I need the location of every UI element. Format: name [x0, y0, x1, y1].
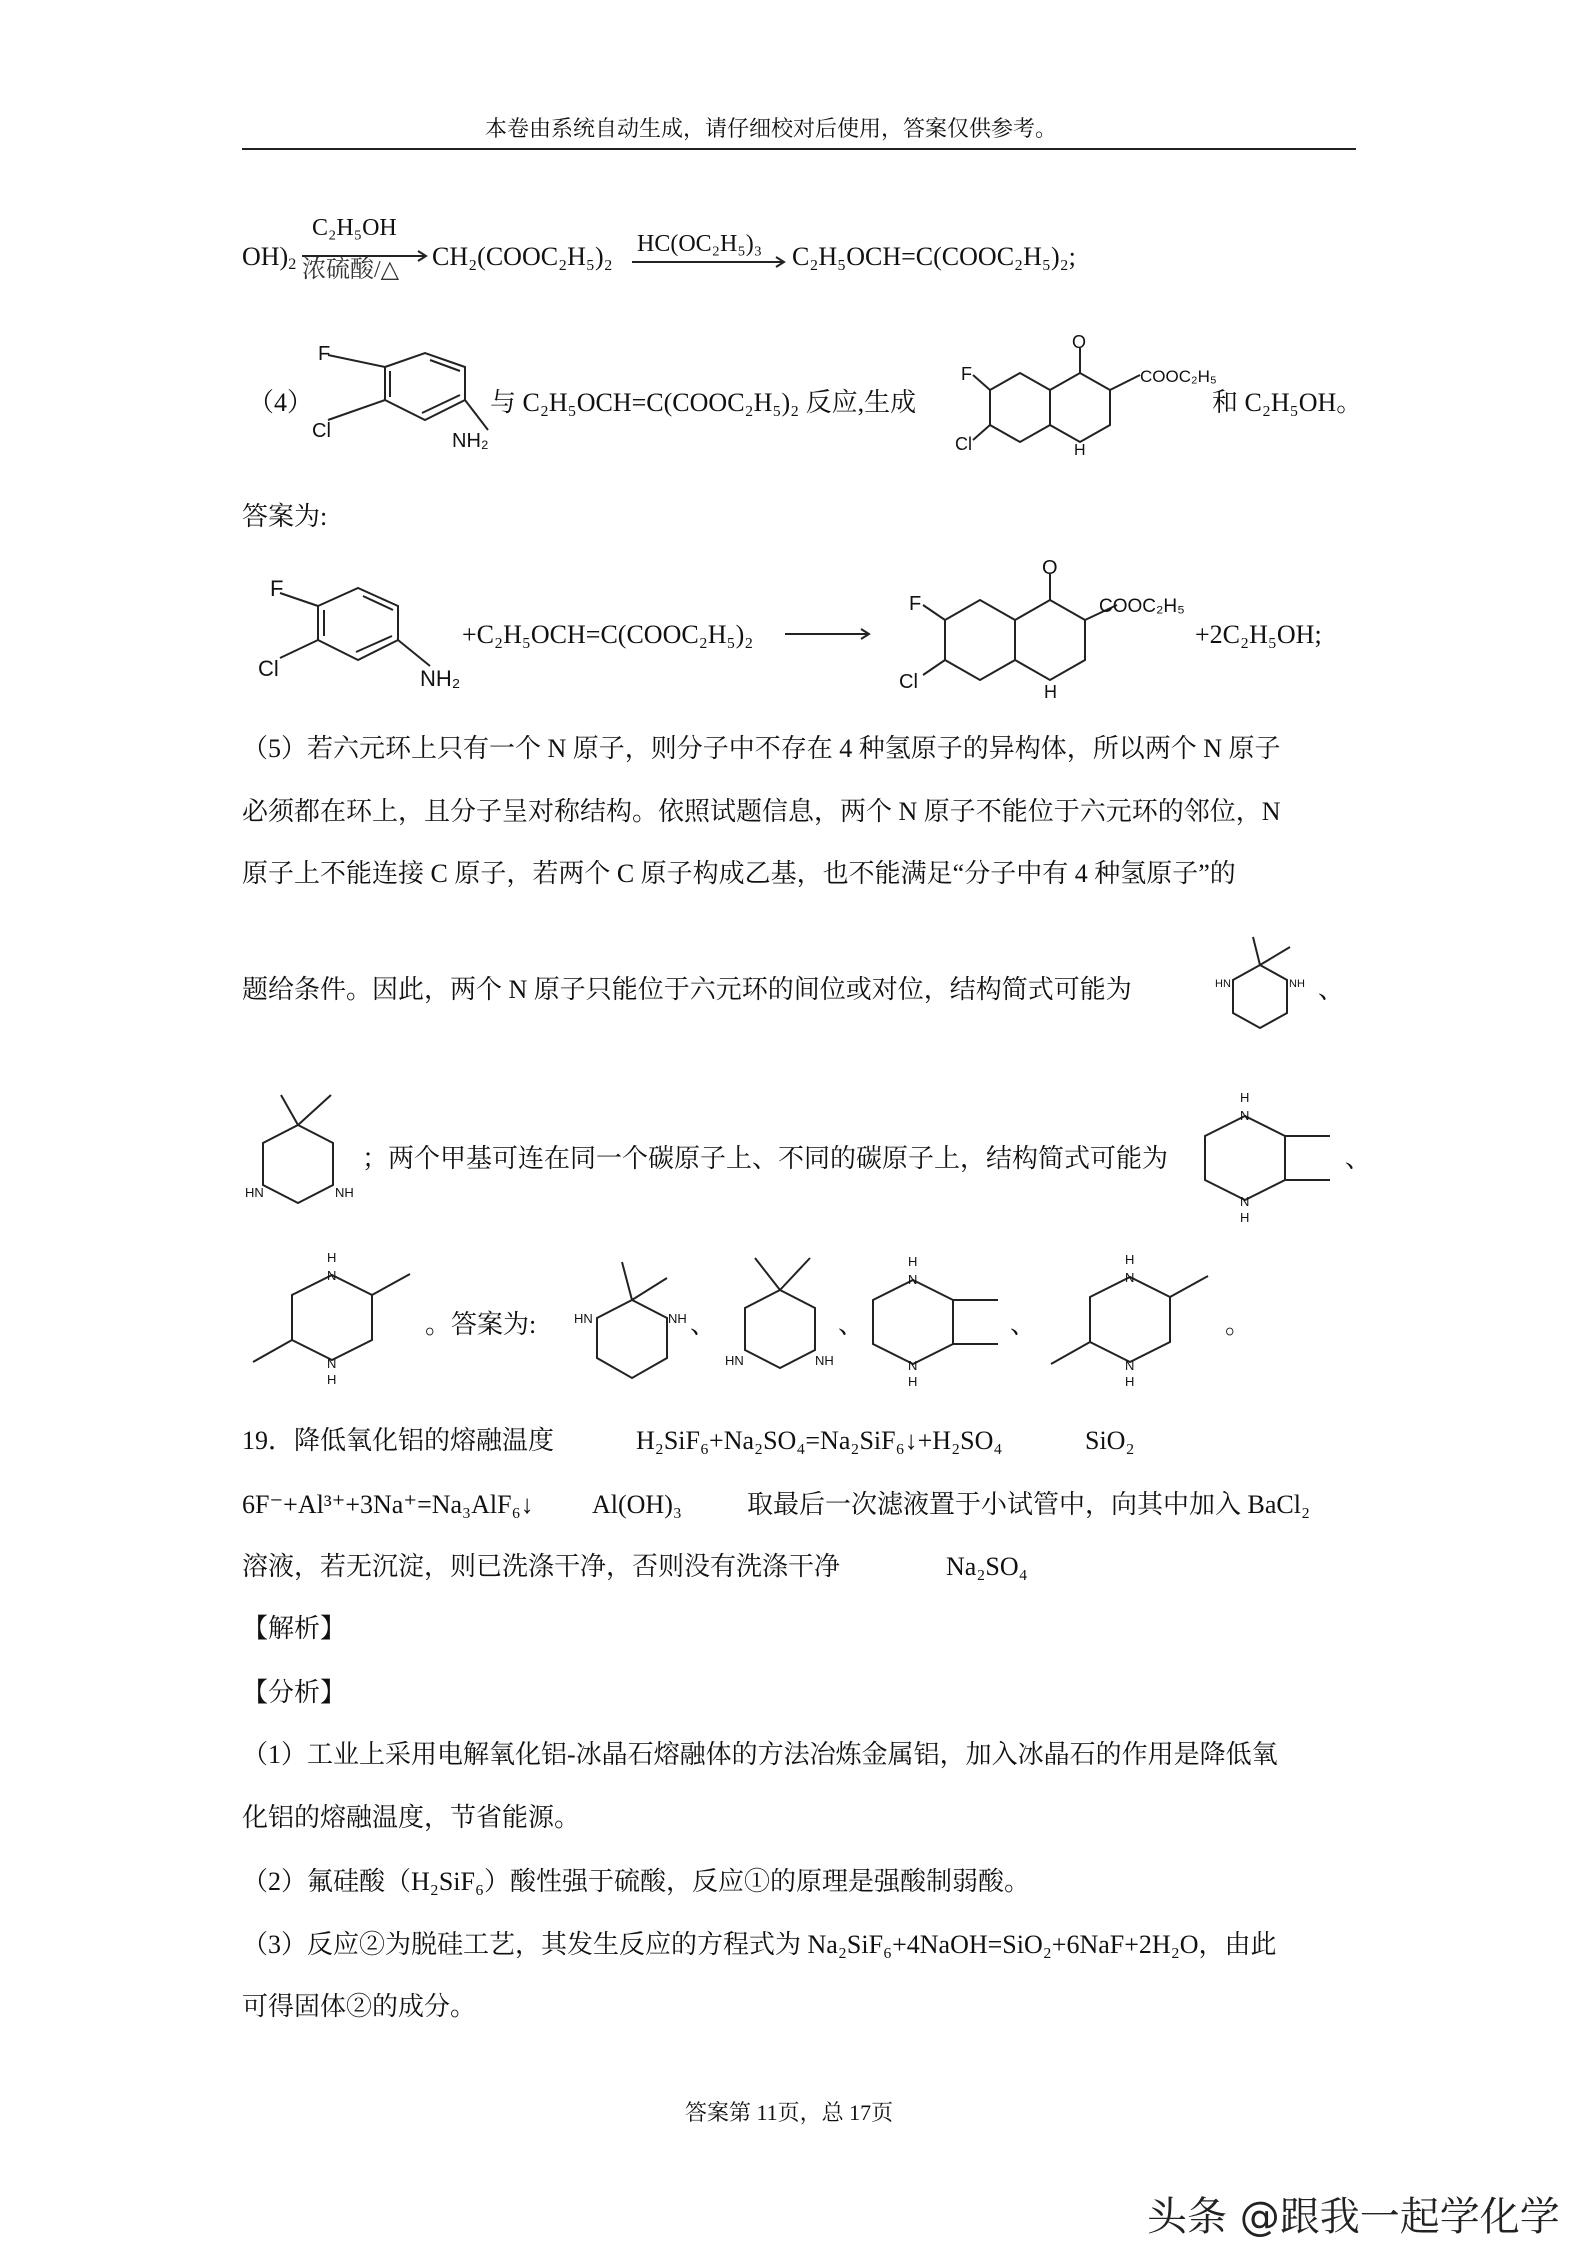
q19-answer-6: 取最后一次滤液置于小试管中，向其中加入 BaCl₂	[747, 1490, 1311, 1519]
svg-text:HN: HN	[245, 1185, 264, 1200]
answer-tail: +2C₂H₅OH;	[1195, 620, 1322, 649]
dimethyl-tetrahydropyrimidine-structure	[572, 1250, 697, 1390]
question-4-text: 与 C₂H₅OCH=C(COOC₂H₅)₂ 反应,生成	[490, 388, 917, 417]
q19-answer-1: 19．降低氧化铝的熔融温度	[242, 1426, 555, 1455]
page-footer: 答案第 11页，总 17页	[685, 2100, 894, 2125]
svg-text:NH: NH	[815, 1353, 834, 1368]
reaction-arrow	[632, 256, 792, 268]
svg-text:O: O	[1072, 332, 1087, 352]
svg-text:H: H	[327, 1250, 337, 1265]
dimethyl-piperazine-structure	[725, 1250, 845, 1390]
header-rule	[242, 148, 1356, 150]
2-5-dimethylpiperazine-structure	[250, 1250, 415, 1390]
malonate-formula: CH₂(COOC₂H₅)₂	[432, 242, 613, 271]
svg-text:N: N	[327, 1356, 337, 1371]
svg-text:NH: NH	[668, 1311, 687, 1326]
q5-answer-label: 。答案为:	[425, 1310, 537, 1339]
q5-mid-text: ；两个甲基可连在同一个碳原子上、不同的碳原子上，结构简式可能为	[362, 1144, 1169, 1173]
svg-text:Cl: Cl	[899, 671, 918, 693]
svg-text:Cl: Cl	[312, 420, 331, 442]
svg-text:NH₂: NH₂	[452, 430, 489, 452]
formula-start: $OH)_2$	[242, 242, 297, 274]
2-3-dimethylpiperazine-structure	[868, 1252, 1008, 1392]
svg-text:HN: HN	[574, 1311, 593, 1326]
arrow2-reagent: HC(OC₂H₅)₃	[637, 231, 763, 257]
svg-text:N: N	[1240, 1194, 1250, 1209]
analysis-line: （2）氟硅酸（H₂SiF₆）酸性强于硫酸，反应①的原理是强酸制弱酸。	[242, 1867, 1031, 1896]
analysis-line: （1）工业上采用电解氧化铝-冰晶石熔融体的方法冶炼金属铝，加入冰晶石的作用是降低氧	[242, 1740, 1278, 1769]
svg-text:NH: NH	[335, 1185, 354, 1200]
section-jiexi: 【解析】	[242, 1614, 347, 1643]
svg-text:F: F	[961, 364, 972, 384]
q19-answer-5: Al(OH)₃	[592, 1490, 682, 1519]
svg-text:H: H	[1074, 442, 1086, 459]
reaction-arrow	[785, 628, 875, 640]
svg-text:F: F	[318, 343, 331, 365]
product-formula: C₂H₅OCH=C(COOC₂H₅)₂;	[792, 242, 1076, 271]
q19-answer-6-cont: 溶液，若无沉淀，则已洗涤干净，否则没有洗涤干净	[242, 1552, 841, 1581]
svg-text:H: H	[1240, 1090, 1250, 1105]
dimethyl-piperazine-structure	[243, 1085, 358, 1225]
svg-text:N: N	[908, 1358, 918, 1373]
svg-text:N: N	[908, 1272, 918, 1287]
q19-answer-7: Na₂SO₄	[946, 1552, 1028, 1581]
quinolone-structure	[955, 332, 1217, 470]
quinolone-structure	[895, 557, 1195, 710]
svg-text:HN: HN	[725, 1353, 744, 1368]
aniline-structure	[258, 578, 468, 693]
svg-text:H: H	[1044, 682, 1057, 702]
dimethyl-tetrahydropyrimidine-structure	[1215, 925, 1325, 1050]
answer-label: 答案为:	[242, 502, 328, 531]
svg-text:NH₂: NH₂	[420, 666, 461, 691]
svg-text:COOC₂H₅: COOC₂H₅	[1140, 367, 1217, 386]
answer-reagent: +C₂H₅OCH=C(COOC₂H₅)₂	[462, 620, 754, 649]
q5-end: 。	[1225, 1310, 1252, 1339]
q19-answer-2: H₂SiF₆+Na₂SO₄=Na₂SiF₆↓+H₂SO₄	[636, 1426, 1003, 1455]
svg-text:O: O	[1042, 557, 1058, 579]
svg-text:N: N	[1240, 1108, 1250, 1123]
separator: 、	[838, 1310, 865, 1339]
arrow1-condition: 浓硫酸/△	[302, 257, 400, 283]
q5-line: 原子上不能连接 C 原子，若两个 C 原子构成乙基，也不能满足“分子中有 4 种氢原子”的	[242, 859, 1236, 888]
aniline-structure	[310, 345, 490, 455]
svg-text:N: N	[1125, 1358, 1135, 1373]
2-3-dimethylpiperazine-structure	[1200, 1088, 1340, 1228]
q19-answer-4: 6F⁻+Al³⁺+3Na⁺=Na₃AlF₆↓	[242, 1490, 534, 1519]
analysis-line: （3）反应②为脱硅工艺，其发生反应的方程式为 Na₂SiF₆+4NaOH=SiO₂+6NaF+2H₂O，由此	[242, 1930, 1277, 1959]
question-4-tail: 和 C₂H₅OH。	[1212, 388, 1363, 417]
2-5-dimethylpiperazine-structure	[1048, 1252, 1213, 1392]
q19-answer-3: SiO₂	[1085, 1426, 1135, 1455]
separator: 、	[1010, 1310, 1037, 1339]
svg-text:F: F	[909, 593, 922, 615]
arrow1-reagent: C₂H₅OH	[312, 215, 397, 241]
analysis-line: 可得固体②的成分。	[242, 1992, 477, 2021]
separator: 、	[1345, 1144, 1372, 1173]
svg-text:F: F	[270, 576, 284, 601]
svg-text:N: N	[1125, 1270, 1135, 1285]
svg-text:H: H	[908, 1254, 918, 1269]
svg-text:H: H	[908, 1374, 918, 1389]
q5-line: 题给条件。因此，两个 N 原子只能位于六元环的间位或对位，结构简式可能为	[242, 975, 1132, 1004]
svg-text:N: N	[327, 1268, 337, 1283]
svg-text:COOC₂H₅: COOC₂H₅	[1099, 596, 1185, 617]
page-header: 本卷由系统自动生成，请仔细校对后使用，答案仅供参考。	[485, 116, 1058, 141]
q5-line: 必须都在环上，且分子呈对称结构。依照试题信息，两个 N 原子不能位于六元环的邻位，N	[242, 797, 1281, 826]
analysis-line: 化铝的熔融温度，节省能源。	[242, 1803, 581, 1832]
separator: 、	[690, 1310, 717, 1339]
svg-text:H: H	[1125, 1252, 1135, 1267]
q5-line: （5）若六元环上只有一个 N 原子，则分子中不存在 4 种氢原子的异构体，所以两个 N 原子	[242, 734, 1281, 763]
svg-text:NH: NH	[1289, 978, 1305, 990]
svg-text:HN: HN	[1215, 978, 1231, 990]
question-4-label: （4）	[248, 388, 314, 417]
svg-text:Cl: Cl	[258, 656, 279, 681]
svg-text:Cl: Cl	[955, 434, 972, 454]
section-fenxi: 【分析】	[242, 1678, 347, 1707]
svg-text:H: H	[1125, 1374, 1135, 1389]
separator: 、	[1318, 975, 1345, 1004]
svg-text:H: H	[327, 1372, 337, 1387]
watermark: 头条 @跟我一起学化学	[1147, 2194, 1560, 2240]
svg-text:H: H	[1240, 1210, 1250, 1225]
